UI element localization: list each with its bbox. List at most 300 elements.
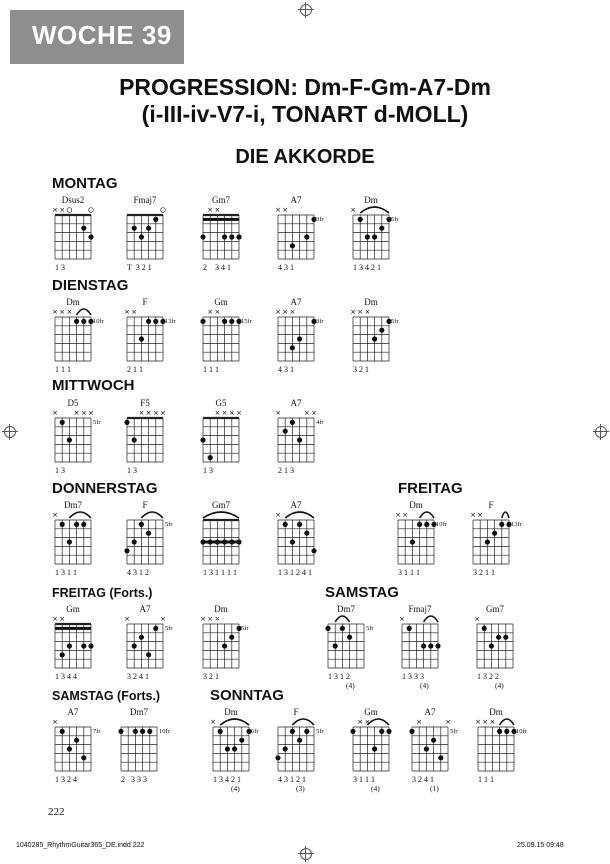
chord-diagram [471, 604, 529, 700]
finger-dot [88, 234, 93, 239]
finger-dot [372, 336, 377, 341]
finger-dot [365, 234, 370, 239]
finger-dot [435, 643, 440, 648]
finger-dot [81, 319, 86, 324]
chord-grid [49, 707, 107, 777]
chord-name: Dm [364, 195, 378, 205]
fret-position-label: 15fr [241, 318, 252, 325]
chord-diagram [121, 398, 179, 494]
finger-dot [503, 635, 508, 640]
chord-name: F [142, 500, 148, 510]
finger-dot [132, 643, 137, 648]
fret-position-label: 5fr [450, 728, 458, 735]
finger-dot [283, 429, 288, 434]
chord-name: Gm7 [212, 195, 230, 205]
finger-dot [229, 635, 234, 640]
alternate-finger: (4) [346, 681, 355, 690]
finger-dot [60, 522, 65, 527]
chord-grid [121, 398, 179, 468]
muted-string-mark: × [160, 409, 166, 417]
week-label: WOCHE 39 [32, 20, 172, 50]
muted-string-mark: × [364, 718, 371, 726]
chord-grid [49, 604, 107, 674]
finger-dot [88, 643, 93, 648]
chord-grid [49, 297, 107, 367]
registration-mark [4, 426, 16, 438]
finger-dot [290, 243, 295, 248]
finger-dot [132, 539, 137, 544]
fret-position-label: 7fr [93, 728, 101, 735]
finger-dot [290, 539, 295, 544]
chord-diagram [347, 195, 405, 291]
chord-diagram [272, 297, 330, 393]
muted-string-mark: × [131, 308, 138, 316]
section-heading: DIENSTAG [52, 277, 129, 294]
finger-dot [372, 746, 377, 751]
chord-grid [471, 604, 529, 674]
chord-diagram [197, 500, 255, 596]
chord-grid [197, 398, 255, 468]
chord-name: Dm [364, 297, 378, 307]
chord-name: Dm [224, 707, 238, 717]
chord-diagram [197, 604, 255, 700]
chord-diagram [347, 297, 405, 393]
muted-string-mark: × [282, 308, 289, 316]
chord-name: A7 [424, 707, 436, 717]
muted-string-mark: × [52, 615, 58, 623]
fingering-numbers: 2 3 3 3 [121, 775, 147, 784]
muted-string-mark: × [221, 409, 228, 417]
chord-diagram [272, 500, 330, 596]
fingering-numbers: 3 2 1 1 [473, 568, 495, 577]
fingering-numbers: 1 3 3 3 [402, 672, 424, 681]
chord-diagram [197, 195, 255, 291]
finger-dot [410, 539, 415, 544]
barre-arc [367, 719, 389, 725]
barre-bar [55, 627, 91, 630]
chord-diagram [272, 707, 330, 803]
barre-arc [420, 512, 434, 518]
barre-arc [220, 719, 249, 725]
chord-diagram [197, 297, 255, 393]
muted-string-mark: × [357, 718, 364, 726]
finger-dot [236, 539, 241, 544]
chord-name: D5 [67, 398, 79, 408]
chord-diagram [347, 707, 405, 803]
muted-string-mark: × [289, 308, 296, 316]
finger-dot [147, 729, 152, 734]
fingering-numbers: 2 1 1 [127, 365, 143, 374]
muted-string-mark: × [160, 615, 166, 623]
muted-string-mark: × [275, 409, 281, 417]
finger-dot [200, 234, 205, 239]
finger-dot [304, 729, 309, 734]
finger-dot [417, 522, 422, 527]
fingering-numbers: 1 3 4 2 1 [213, 775, 241, 784]
muted-string-mark: × [214, 206, 221, 214]
muted-string-mark: × [73, 409, 80, 417]
finger-dot [311, 548, 316, 553]
finger-dot [283, 746, 288, 751]
fret-position-label: 10fr [516, 728, 527, 735]
chord-name: Dm7 [130, 707, 148, 717]
muted-string-mark: × [210, 718, 216, 726]
finger-dot [146, 226, 151, 231]
chord-name: Dm [66, 297, 80, 307]
section-heading: SONNTAG [210, 687, 284, 704]
muted-string-mark: × [145, 409, 152, 417]
finger-dot [236, 234, 241, 239]
chord-name: Fmaj7 [408, 604, 432, 614]
muted-string-mark: × [52, 308, 58, 316]
chord-diagram [467, 500, 525, 596]
section-heading: MONTAG [52, 175, 118, 192]
barre-bar [203, 218, 239, 221]
finger-dot [200, 539, 205, 544]
finger-dot [497, 729, 502, 734]
finger-dot [139, 522, 144, 527]
chord-grid [49, 195, 107, 265]
finger-dot [81, 226, 86, 231]
muted-string-mark: × [88, 409, 94, 417]
barre-arc [141, 512, 163, 518]
finger-dot [350, 729, 355, 734]
finger-dot [304, 234, 309, 239]
finger-dot [60, 729, 65, 734]
finger-dot [421, 643, 426, 648]
finger-dot [409, 729, 414, 734]
finger-dot [208, 455, 213, 460]
muted-string-mark: × [66, 308, 73, 316]
chord-grid [467, 500, 525, 570]
chord-diagram [49, 195, 107, 291]
muted-string-mark: × [124, 615, 130, 623]
section-heading: MITTWOCH [52, 377, 135, 394]
chord-diagram [49, 398, 107, 494]
finger-dot [133, 729, 138, 734]
finger-dot [222, 234, 227, 239]
chord-name: Dm7 [337, 604, 355, 614]
chord-grid [272, 398, 330, 468]
open-string-mark [89, 208, 94, 213]
fingering-numbers: 4 3 1 2 [127, 568, 149, 577]
chord-grid [396, 604, 454, 674]
muted-string-mark: × [395, 511, 401, 519]
fingering-numbers: 1 3 4 2 1 [353, 263, 381, 272]
page-title-line2: (i-III-iv-V7-i, TONART d-MOLL) [141, 101, 469, 127]
finger-dot [200, 437, 205, 442]
chord-grid [347, 707, 405, 777]
muted-string-mark: × [59, 308, 66, 316]
chord-name: G5 [215, 398, 227, 408]
finger-dot [60, 652, 65, 657]
chord-name: Gm [364, 707, 378, 717]
chord-diagram [272, 398, 330, 494]
fingering-numbers: 1 3 4 4 [55, 672, 77, 681]
finger-dot [275, 755, 280, 760]
finger-dot [200, 319, 205, 324]
muted-string-mark: × [228, 409, 235, 417]
barre-arc [360, 207, 389, 213]
chord-grid [392, 500, 450, 570]
chord-grid [121, 604, 179, 674]
muted-string-mark: × [275, 206, 281, 214]
fingering-numbers: T 3 2 1 [127, 263, 152, 272]
section-heading: DONNERSTAG [52, 480, 158, 497]
muted-string-mark: × [482, 718, 489, 726]
finger-dot [290, 729, 295, 734]
muted-string-mark: × [402, 511, 409, 519]
finger-dot [325, 626, 330, 631]
chord-grid [347, 195, 405, 265]
chord-grid [49, 398, 107, 468]
finger-dot [81, 643, 86, 648]
section-heading: FREITAG (Forts.) [52, 586, 153, 600]
muted-string-mark: × [214, 308, 221, 316]
finger-dot [153, 626, 158, 631]
fingering-numbers: 3 1 1 1 [398, 568, 420, 577]
fingering-numbers: 1 3 [55, 263, 65, 272]
footer-file: 1040285_RhythmGuitar365_DE.indd 222 [16, 842, 145, 849]
chord-name: F [488, 500, 494, 510]
registration-mark [300, 4, 312, 16]
fingering-numbers: 1 3 [55, 466, 65, 475]
chord-diagram [207, 707, 265, 803]
chord-grid [322, 604, 380, 674]
muted-string-mark: × [52, 718, 58, 726]
chord-grid [49, 500, 107, 570]
fret-position-label: 13fr [511, 521, 522, 528]
barre-arc [77, 309, 91, 315]
chord-grid [272, 297, 330, 367]
fingering-numbers: 3 2 1 [353, 365, 369, 374]
fret-position-label: 5fr [165, 625, 173, 632]
fingering-numbers: 1 3 [203, 466, 213, 475]
chord-grid [121, 297, 179, 367]
finger-dot [225, 746, 230, 751]
finger-dot [139, 635, 144, 640]
fret-position-label: 4fr [316, 419, 324, 426]
fret-position-label: 10fr [436, 521, 447, 528]
finger-dot [132, 437, 137, 442]
chord-name: A7 [139, 604, 151, 614]
chord-grid [406, 707, 464, 777]
muted-string-mark: × [399, 615, 405, 623]
chord-grid [272, 707, 330, 777]
finger-dot [153, 319, 158, 324]
finger-dot [153, 217, 158, 222]
barre-arc [500, 719, 514, 725]
finger-dot [139, 336, 144, 341]
chord-diagram [396, 604, 454, 700]
finger-dot [67, 746, 72, 751]
fret-position-label: 3fr [316, 318, 324, 325]
chord-diagram [322, 604, 380, 700]
chord-diagram [406, 707, 464, 803]
fingering-numbers: 1 3 [127, 466, 137, 475]
fingering-numbers: 4 3 1 2 1 [278, 775, 306, 784]
barre-arc [502, 512, 509, 518]
finger-dot [358, 217, 363, 222]
muted-string-mark: × [489, 718, 496, 726]
muted-string-mark: × [214, 615, 221, 623]
chord-grid [207, 707, 265, 777]
finger-dot [67, 643, 72, 648]
chord-name: F [293, 707, 299, 717]
week-banner [10, 10, 184, 64]
chord-diagram [49, 500, 107, 596]
finger-dot [290, 420, 295, 425]
finger-dot [222, 319, 227, 324]
footer-date: 25.09.15 09:48 [517, 842, 564, 849]
chord-name: Fmaj7 [133, 195, 157, 205]
muted-string-mark: × [124, 308, 130, 316]
finger-dot [386, 729, 391, 734]
muted-string-mark: × [59, 206, 66, 214]
finger-dot [489, 643, 494, 648]
finger-dot [215, 539, 220, 544]
finger-dot [372, 234, 377, 239]
chord-diagram [49, 297, 107, 393]
finger-dot [499, 522, 504, 527]
chord-name: Gm [66, 604, 80, 614]
registration-mark [300, 848, 312, 860]
muted-string-mark: × [364, 308, 371, 316]
finger-dot [139, 234, 144, 239]
finger-dot [428, 643, 433, 648]
finger-dot [208, 539, 213, 544]
fingering-numbers: 3 2 4 1 [127, 672, 149, 681]
chord-grid [272, 500, 330, 570]
finger-dot [485, 539, 490, 544]
muted-string-mark: × [475, 718, 481, 726]
chord-diagram [392, 500, 450, 596]
finger-dot [232, 746, 237, 751]
open-string-mark [67, 208, 72, 213]
finger-dot [229, 319, 234, 324]
muted-string-mark: × [275, 511, 281, 519]
muted-string-mark: × [52, 511, 58, 519]
chord-grid [472, 707, 530, 777]
fingering-numbers: 2 3 4 1 [203, 263, 231, 272]
finger-dot [146, 652, 151, 657]
barre-arc [285, 512, 314, 518]
muted-string-mark: × [303, 409, 310, 417]
chord-name: Dsus2 [61, 195, 85, 205]
chord-grid [197, 195, 255, 265]
finger-dot [496, 635, 501, 640]
section-heading: FREITAG [398, 480, 463, 497]
finger-dot [482, 626, 487, 631]
fret-position-label: 10fr [93, 318, 104, 325]
alternate-finger: (3) [296, 784, 305, 793]
alternate-finger: (4) [231, 784, 240, 793]
finger-dot [140, 729, 145, 734]
finger-dot [146, 531, 151, 536]
muted-string-mark: × [416, 718, 423, 726]
finger-dot [438, 755, 443, 760]
fingering-numbers: 1 3 1 1 1 1 [203, 568, 237, 577]
chord-diagram [121, 604, 179, 700]
fingering-numbers: 4 3 1 [278, 365, 294, 374]
section-heading: SAMSTAG (Forts.) [52, 689, 161, 703]
chord-grid [197, 604, 255, 674]
muted-string-mark: × [138, 409, 145, 417]
muted-string-mark: × [470, 511, 476, 519]
finger-dot [333, 643, 338, 648]
finger-dot [229, 539, 234, 544]
chord-name: A7 [290, 500, 302, 510]
chord-name: A7 [290, 398, 302, 408]
fingering-numbers: 1 1 1 [55, 365, 71, 374]
muted-string-mark: × [282, 206, 289, 214]
alternate-finger: (4) [420, 681, 429, 690]
page-subtitle: DIE AKKORDE [235, 146, 375, 168]
barre-arc [203, 512, 239, 518]
muted-string-mark: × [236, 409, 242, 417]
fingering-numbers: 1 1 1 [478, 775, 494, 784]
finger-dot [81, 522, 86, 527]
finger-dot [504, 729, 509, 734]
chord-grid [272, 195, 330, 265]
finger-dot [492, 531, 497, 536]
chord-name: A7 [67, 707, 79, 717]
finger-dot [60, 420, 65, 425]
chord-diagram [121, 500, 179, 596]
alternate-finger: (4) [371, 784, 380, 793]
finger-dot [229, 234, 234, 239]
chord-diagram [197, 398, 255, 494]
muted-string-mark: × [445, 718, 451, 726]
finger-dot [297, 738, 302, 743]
finger-dot [124, 420, 129, 425]
fingering-numbers: 1 3 1 1 [55, 568, 77, 577]
fingering-numbers: 1 3 2 4 [55, 775, 77, 784]
chord-name: A7 [290, 195, 302, 205]
fret-position-label: 5fr [391, 216, 399, 223]
finger-dot [67, 539, 72, 544]
muted-string-mark: × [350, 308, 356, 316]
chord-name: Gm7 [486, 604, 504, 614]
finger-dot [431, 738, 436, 743]
chord-name: Gm7 [212, 500, 230, 510]
fret-position-label: 5fr [366, 625, 374, 632]
section-heading: SAMSTAG [325, 584, 399, 601]
chord-name: F5 [140, 398, 150, 408]
chord-grid [121, 500, 179, 570]
muted-string-mark: × [207, 615, 214, 623]
finger-dot [222, 539, 227, 544]
fret-position-label: 10fr [159, 728, 170, 735]
chord-grid [197, 297, 255, 367]
chord-name: Dm7 [64, 500, 82, 510]
chord-name: Gm [214, 297, 228, 307]
muted-string-mark: × [59, 615, 66, 623]
page-title: PROGRESSION: Dm-F-Gm-A7-Dm [119, 74, 491, 100]
fret-position-label: 5fr [241, 625, 249, 632]
muted-string-mark: × [207, 308, 214, 316]
muted-string-mark: × [52, 409, 58, 417]
finger-dot [424, 522, 429, 527]
fingering-numbers: 3 1 1 1 [353, 775, 375, 784]
fingering-numbers: 1 3 1 2 4 1 [278, 568, 312, 577]
chord-name: A7 [290, 297, 302, 307]
barre-arc [424, 616, 438, 622]
fret-position-label: 5fr [93, 419, 101, 426]
barre-arc [335, 616, 349, 622]
fret-position-label: 5fr [391, 318, 399, 325]
finger-dot [81, 755, 86, 760]
